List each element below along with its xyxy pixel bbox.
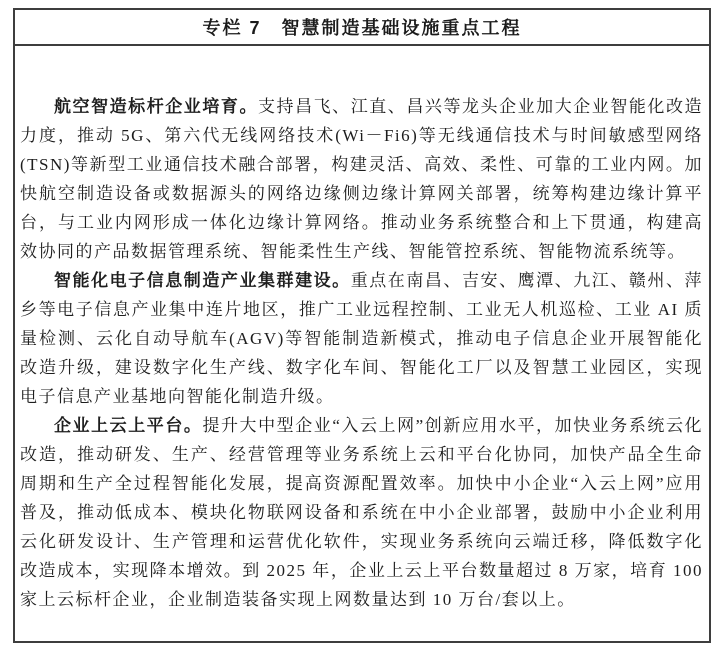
paragraph-aviation	[20, 92, 703, 266]
paragraph-electronics	[20, 266, 703, 411]
paragraph-cloud	[20, 411, 703, 614]
paragraph-electronics-text: 重点在南昌、吉安、鹰潭、九江、赣州、萍乡等电子信息产业集中连片地区，推广工业远程控制、工业无人机巡检、工业 AI 质量检测、云化自动导航车(AGV)等智能制造新模式，推动电子信息企业开展智能化改造升级，建设数字化生产线、数字化车间、智能化工厂以及智慧工业园区，实现电子信息产业基地向智能化制造升级。	[20, 271, 704, 406]
paragraph-cloud-text: 提升大中型企业“入云上网”创新应用水平，加快业务系统云化改造，推动研发、生产、经营管理等业务系统上云和平台化协同，加快产品全生命周期和生产全过程智能化发展，提高资源配置效率。加快中小企业“入云上网”应用普及，推动低成本、模块化物联网设备和系统在中小企业部署，鼓励中小企业利用云化研发设计、生产管理和运营优化软件，实现业务系统向云端迁移，降低数字化改造成本，实现降本增效。到 2025 年，企业上云上平台数量超过 8 万家，培育 100 家上云标杆企业，企业制造装备实现上网数量达到 10 万台/套以上。	[20, 416, 703, 609]
column-body	[15, 46, 709, 614]
column-title: 专栏 7 智慧制造基础设施重点工程	[15, 10, 709, 46]
paragraph-aviation-lead: 航空智造标杆企业培育。	[54, 97, 258, 116]
paragraph-aviation-text: 支持昌飞、江直、昌兴等龙头企业加大企业智能化改造力度，推动 5G、第六代无线网络技术(Wi－Fi6)等无线通信技术与时间敏感型网络(TSN)等新型工业通信技术融合部署，构建灵活、高效、柔性、可靠的工业内网。加快航空制造设备或数据源头的网络边缘侧边缘计算网关部署，统筹构建边缘计算平台，与工业内网形成一体化边缘计算网络。推动业务系统整合和上下贯通，构建高效协同的产品数据管理系统、智能柔性生产线、智能管控系统、智能物流系统等。	[20, 97, 704, 261]
paragraph-cloud-lead: 企业上云上平台。	[54, 416, 203, 435]
paragraph-electronics-lead: 智能化电子信息制造产业集群建设。	[54, 271, 351, 290]
column-box	[13, 8, 711, 643]
